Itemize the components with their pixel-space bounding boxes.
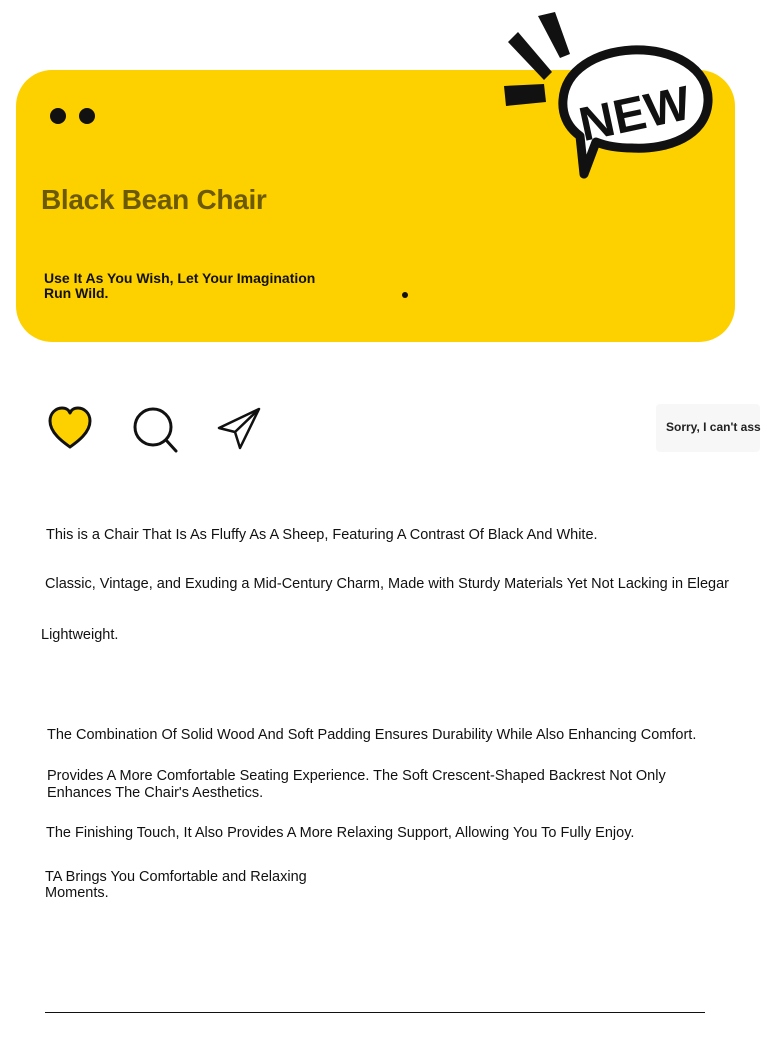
heart-icon [46,404,94,452]
description-paragraph: Provides A More Comfortable Seating Experience. The Soft Crescent-Shaped Backrest Not Only Enhances The Chair's Aesthetics. [47,768,666,801]
product-title: Black Bean Chair [41,184,267,215]
search-button[interactable] [130,404,178,456]
footer-divider [45,1012,705,1013]
new-badge [500,12,715,184]
description-paragraph: Lightweight. [41,627,119,643]
share-button[interactable] [215,404,263,456]
hero-dot [50,108,66,124]
description-paragraph: This is a Chair That Is As Fluffy As A Sheep, Featuring A Contrast Of Black And White. [46,527,598,543]
like-button[interactable] [46,404,94,456]
badge-label: NEW [574,76,696,152]
description-paragraph: Classic, Vintage, and Exuding a Mid-Century Charm, Made with Sturdy Materials Yet Not Lacking in Elegar [45,576,729,592]
description-paragraph: TA Brings You Comfortable and Relaxing Moments. [45,869,307,901]
search-icon [130,404,178,456]
description-paragraph: The Finishing Touch, It Also Provides A More Relaxing Support, Allowing You To Fully Enjoy. [46,825,635,841]
description-paragraph: The Combination Of Solid Wood And Soft Padding Ensures Durability While Also Enhancing Comfort. [47,727,697,743]
error-toast: Sorry, I can't ass [656,404,760,452]
product-tagline: Use It As You Wish, Let Your Imagination Run Wild. [44,270,316,301]
send-icon [215,404,263,452]
hero-dot [79,108,95,124]
bullet-dot [402,292,408,298]
